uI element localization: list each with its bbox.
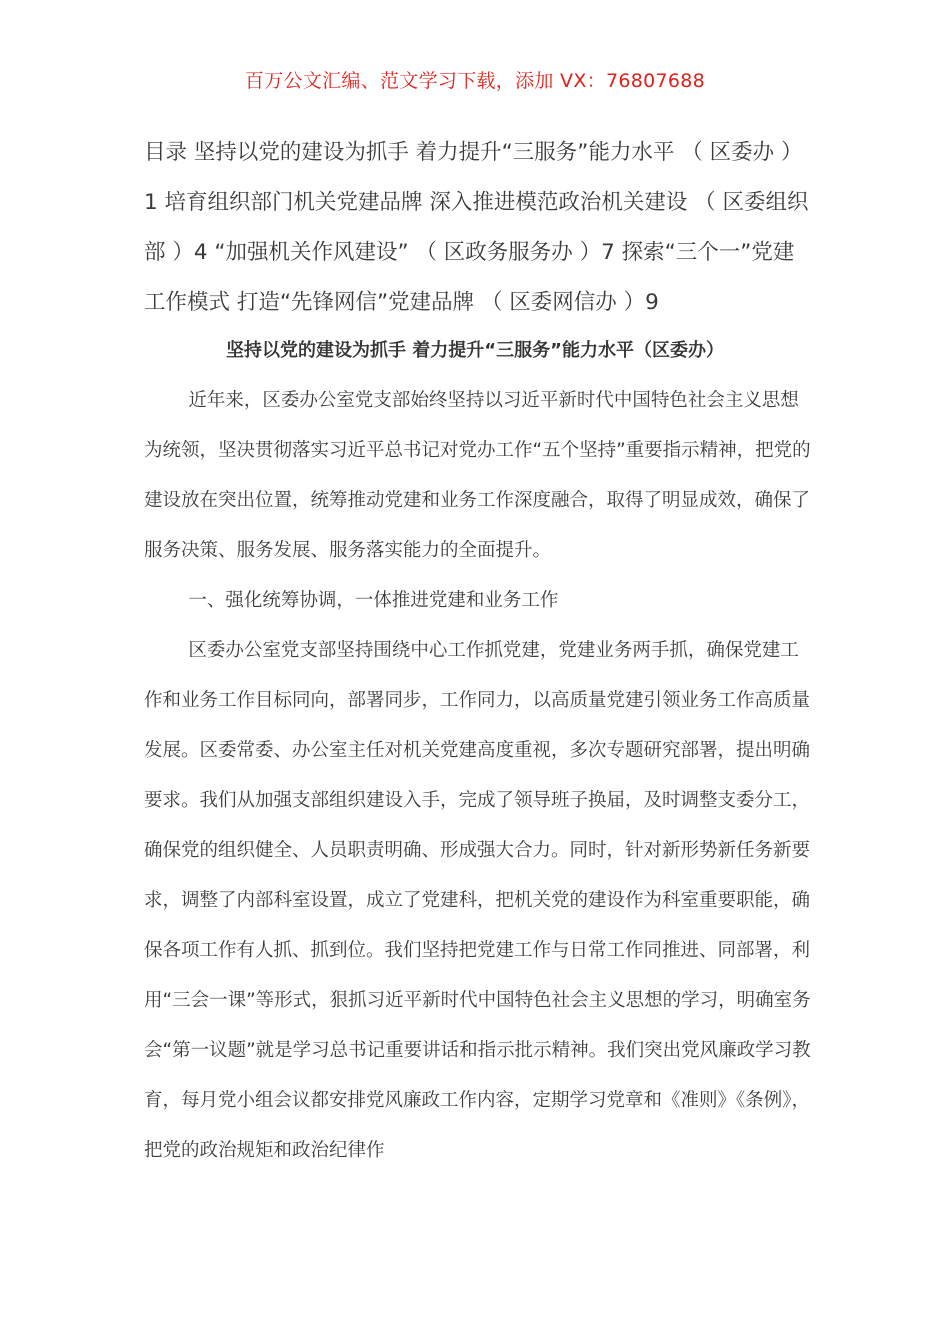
article-body [144, 376, 812, 1176]
paragraph-intro: 近年来，区委办公室党支部始终坚持以习近平新时代中国特色社会主义思想为统领，坚决贯彻落实习近平总书记对党办工作“五个坚持”重要指示精神，把党的建设放在突出位置，统筹推动党建和业务工作深度融合，取得了明显成效，确保了服务决策、服务发展、服务落实能力的全面提升。 [144, 390, 811, 561]
watermark-banner: 百万公文汇编、范文学习下载，添加 VX：76807688 [244, 70, 706, 92]
paragraph-section-1: 区委办公室党支部坚持围绕中心工作抓党建，党建业务两手抓，确保党建工作和业务工作目标同向，部署同步，工作同力，以高质量党建引领业务工作高质量发展。区委常委、办公室主任对机关党建高度重视，多次专题研究部署，提出明确要求。我们从加强支部组织建设入手，完成了领导班子换届，及时调整支委分工，确保党的组织健全、人员职责明确、形成强大合力。同时，针对新形势新任务新要求，调整了内部科室设置，成立了党建科，把机关党的建设作为科室重要职能，确保各项工作有人抓、抓到位。我们坚持把党建工作与日常工作同推进、同部署，利用“三会一课”等形式，狠抓习近平新时代中国特色社会主义思想的学习，明确室务会“第一议题”就是学习总书记重要讲话和指示批示精神。我们突出党风廉政学习教育，每月党小组会议都安排党风廉政工作内容，定期学习党章和《准则》《条例》，把党的政治规矩和政治纪律作 [144, 640, 811, 1161]
article-title: 坚持以党的建设为抓手 着力提升“三服务”能力水平（区委办） [226, 340, 724, 361]
section-heading-1: 一、强化统筹协调，一体推进党建和业务工作 [188, 590, 559, 611]
table-of-contents: 目录 坚持以党的建设为抓手 着力提升“三服务”能力水平 （ 区委办 ）1 培育组织部门机关党建品牌 深入推进模范政治机关建设 （ 区委组织部 ）4 “加强机关作风建设” （ 区政务服务办 ）7 探索“三个一”党建工作模式 打造“先锋网信”党建品牌 （ 区委网信办 ）9 [144, 140, 809, 315]
